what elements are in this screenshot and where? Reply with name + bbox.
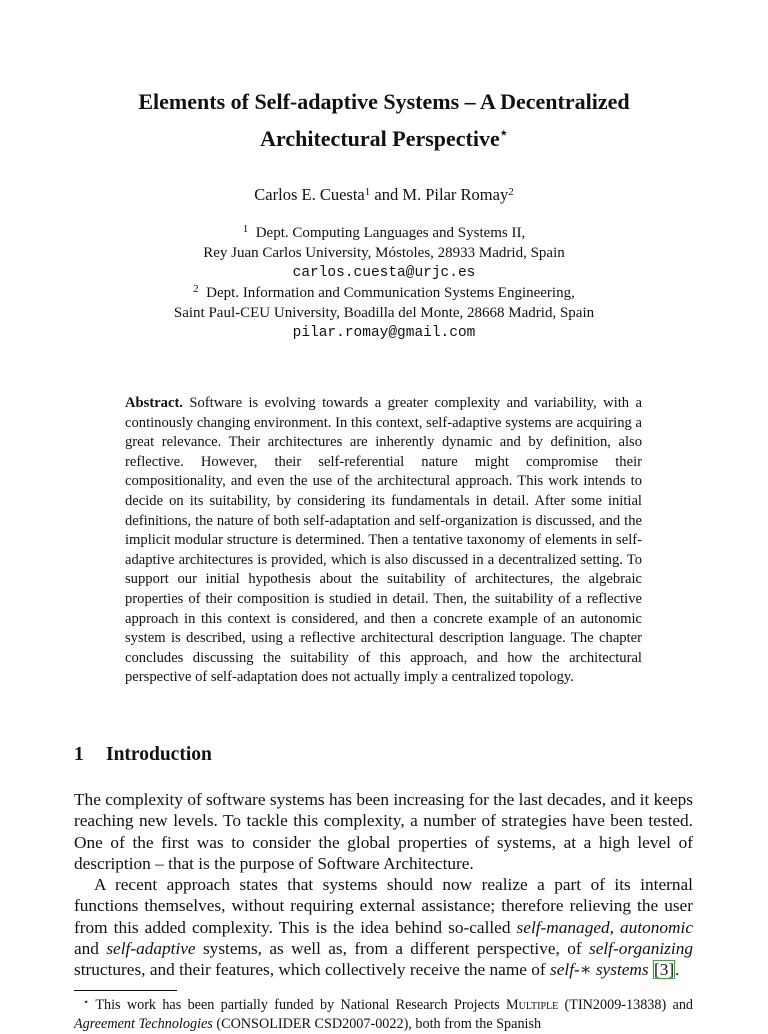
footnote-rule [74,990,177,991]
affiliation-1-line-1 [0,223,768,243]
title-line-2 [0,117,768,154]
affiliation-2-mark: 2 [193,283,199,295]
affiliation-1-email: carlos.cuesta@urjc.es [292,265,476,281]
p2-text-a: A recent approach states that systems should now realize a part of its internal functions themselves, without requiring external assistance; therefore relieving the user from this added complexity. This is the idea behind so-called [74,875,693,937]
p2-text-c: and [74,938,107,958]
author-1: Carlos E. Cuesta [254,185,365,204]
term-self-managed: self-managed [516,917,610,937]
affiliation-1-dept: Dept. Computing Languages and Systems II, [255,225,526,241]
term-self-organizing: self-organizing [588,938,693,958]
footnote-project-name: Multiple [505,997,559,1013]
footnote-text-c: (CONSOLIDER CSD2007-0022), both from the Spanish [212,1016,542,1032]
affiliation-2-line-1 [0,283,768,303]
p2-text-e: structures, and their features, which collectively receive the name of [74,960,550,980]
affiliation-1-mark: 1 [242,223,249,235]
footnote [74,993,693,1034]
term-self-adaptive: self-adaptive [106,938,196,958]
p2-text-d: systems, as well as, from a different perspective, of [195,938,589,958]
title-footnote-mark: ⋆ [499,125,508,140]
author-2: M. Pilar Romay [402,185,509,204]
affiliation-1-line-2: Rey Juan Carlos University, Móstoles, 28933 Madrid, Spain [203,245,565,261]
footnote-mark: ⋆ [83,997,90,1008]
abstract [125,394,642,688]
author-conjunction: and [374,185,399,204]
affiliations [0,223,768,343]
term-autonomic: autonomic [620,917,693,937]
term-self-star-systems: self-∗ systems [550,960,649,980]
citation-link-3[interactable]: [3] [653,960,675,980]
section-title: Introduction [106,744,212,765]
abstract-heading: Abstract. [125,395,183,411]
affiliation-2-line-2: Saint Paul-CEU University, Boadilla del Monte, 28668 Madrid, Spain [173,305,595,321]
p2-text-b: , [609,917,621,937]
footnote-project-italic: Agreement Technologies [74,1016,213,1032]
title-line-2-text: Architectural Perspective [260,126,500,151]
intro-paragraph-2 [74,874,693,980]
affiliation-2-dept: Dept. Information and Communication Systems Engineering, [206,285,575,301]
affiliation-2-email: pilar.romay@gmail.com [292,325,476,341]
p2-text-g: . [675,960,680,980]
author-1-affiliation-mark: 1 [364,186,371,198]
paper-title [0,86,768,154]
author-2-affiliation-mark: 2 [508,186,514,198]
intro-paragraph-1: The complexity of software systems has been increasing for the last decades, and it keeps reaching new levels. To tackle this complexity, a number of strategies have been tested. One of the first was to consider the global properties of systems, at a high level of description – that is the purpose of Software Architecture. [74,790,693,873]
section-number: 1 [74,744,84,765]
title-line-1: Elements of Self-adaptive Systems – A Decentralized [138,89,630,114]
section-heading [74,744,212,766]
footnote-text-b: (TIN2009-13838) and [558,997,694,1013]
author-list [0,183,768,207]
footnote-text-a: This work has been partially funded by National Research Projects [95,997,506,1013]
abstract-text: Software is evolving towards a greater complexity and variability, with a continously changing environment. In this context, self-adaptive systems are acquiring a great relevance. Their architectures are inherently dynamic and by definition, also reflective. However, their self-referential nature might compromise their compositionality, and even the use of the architectural approach. This work intends to decide on its suitability, by considering its fundamentals in detail. After some initial definitions, the nature of both self-adaptation and self-organization is discussed, and the implicit modular structure is determined. Then a tentative taxonomy of elements in self-adaptive architectures is provided, which is also discussed in a decentralized setting. To support our initial hypothesis about the suitability of architectures, the algebraic properties of their composition is studied in detail. Then, the suitability of a reflective approach in this context is considered, and then a concrete example of an autonomic system is described, using a reflective architectural description language. The chapter concludes discussing the suitability of this approach, and how the architectural perspective of self-adaptation does not actually imply a centralized topology. [125,395,642,686]
